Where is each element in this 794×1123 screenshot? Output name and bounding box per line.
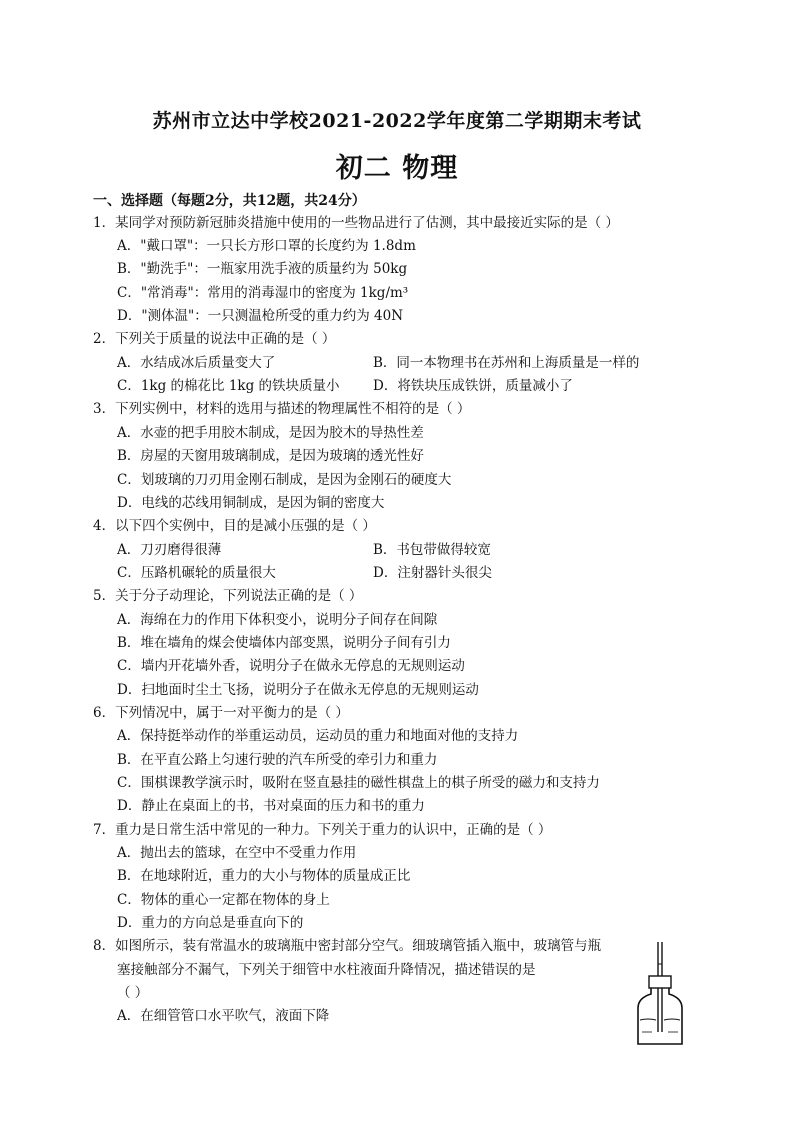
question-5-stem: 5．关于分子动理论，下列说法正确的是（ ） [93, 588, 363, 604]
question-1-option-b: B．"勤洗手"：一瓶家用洗手液的质量约为 50kg [117, 261, 408, 277]
question-2-option-c: C．1kg 的棉花比 1kg 的铁块质量小 [117, 378, 340, 394]
question-3-option-c: C．划玻璃的刀刃用金刚石制成，是因为金刚石的硬度大 [117, 472, 452, 488]
question-3-option-b: B．房屋的天窗用玻璃制成，是因为玻璃的透光性好 [117, 448, 424, 464]
bottle-apparatus-figure [630, 940, 690, 1050]
question-8-stem-continued: 塞接触部分不漏气，下列关于细管中水柱液面升降情况，描述错误的是 [117, 962, 536, 978]
question-7-option-a: A．抛出去的篮球，在空中不受重力作用 [117, 845, 357, 861]
question-6-stem: 6．下列情况中，属于一对平衡力的是（ ） [93, 705, 349, 721]
question-1-stem: 1．某同学对预防新冠肺炎措施中使用的一些物品进行了估测，其中最接近实际的是（ ） [93, 215, 619, 231]
question-4-stem: 4．以下四个实例中，目的是减小压强的是（ ） [93, 518, 376, 534]
question-8-answer-blank: （ ） [117, 985, 149, 1001]
question-5-option-d: D．扫地面时尘土飞扬，说明分子在做永无停息的无规则运动 [117, 682, 479, 698]
bottle-body [638, 988, 682, 1044]
question-3-option-d: D．电线的芯线用铜制成，是因为铜的密度大 [117, 495, 385, 511]
question-1-option-a: A．"戴口罩"：一只长方形口罩的长度约为 1.8dm [117, 238, 416, 254]
question-2-stem: 2．下列关于质量的说法中正确的是（ ） [93, 331, 336, 347]
question-5-option-b: B．堆在墙角的煤会使墙体内部变黑，说明分子间有引力 [117, 635, 451, 651]
bottle-stopper [649, 976, 671, 988]
question-7-option-d: D．重力的方向总是垂直向下的 [117, 915, 304, 931]
question-4-option-d: D．注射器针头很尖 [373, 565, 492, 581]
question-8-option-a: A．在细管管口水平吹气，液面下降 [117, 1008, 330, 1024]
question-6-option-c: C．围棋课教学演示时，吸附在竖直悬挂的磁性棋盘上的棋子所受的磁力和支持力 [117, 775, 600, 791]
question-5-option-a: A．海绵在力的作用下体积变小，说明分子间存在间隙 [117, 612, 438, 628]
question-6-option-b: B．在平直公路上匀速行驶的汽车所受的牵引力和重力 [117, 752, 438, 768]
question-3-stem: 3．下列实例中，材料的选用与描述的物理属性不相符的是（ ） [93, 401, 471, 417]
section-heading: 一、选择题（每题2分，共12题，共24分） [93, 193, 366, 209]
question-2-option-d: D．将铁块压成铁饼，质量减小了 [373, 378, 573, 394]
question-7-stem: 7．重力是日常生活中常见的一种力。下列关于重力的认识中，正确的是（ ） [93, 822, 552, 838]
question-7-option-c: C．物体的重心一定都在物体的身上 [117, 892, 330, 908]
question-6-option-a: A．保持挺举动作的举重运动员，运动员的重力和地面对他的支持力 [117, 728, 519, 744]
question-4-option-a: A．刀刃磨得很薄 [117, 542, 222, 558]
question-2-option-a: A．水结成冰后质量变大了 [117, 355, 276, 371]
question-1-option-d: D．"测体温"：一只测温枪所受的重力约为 40N [117, 308, 404, 324]
question-4-option-c: C．压路机碾轮的质量很大 [117, 565, 276, 581]
question-4-option-b: B．书包带做得较宽 [373, 542, 491, 558]
question-2-option-b: B．同一本物理书在苏州和上海质量是一样的 [373, 355, 640, 371]
exam-subtitle: 初二 物理 [335, 153, 459, 184]
question-6-option-d: D．静止在桌面上的书，书对桌面的压力和书的重力 [117, 798, 425, 814]
question-1-option-c: C．"常消毒"：常用的消毒湿巾的密度为 1kg/m³ [117, 285, 409, 301]
question-3-option-a: A．水壶的把手用胶木制成，是因为胶木的导热性差 [117, 425, 424, 441]
exam-title: 苏州市立达中学校2021-2022学年度第二学期期末考试 [152, 110, 642, 132]
question-8-stem: 8．如图所示，装有常温水的玻璃瓶中密封部分空气。细玻璃管插入瓶中，玻璃管与瓶 [93, 938, 602, 954]
question-5-option-c: C．墙内开花墙外香，说明分子在做永无停息的无规则运动 [117, 658, 465, 674]
question-7-option-b: B．在地球附近，重力的大小与物体的质量成正比 [117, 868, 411, 884]
water-surface [640, 1019, 680, 1020]
